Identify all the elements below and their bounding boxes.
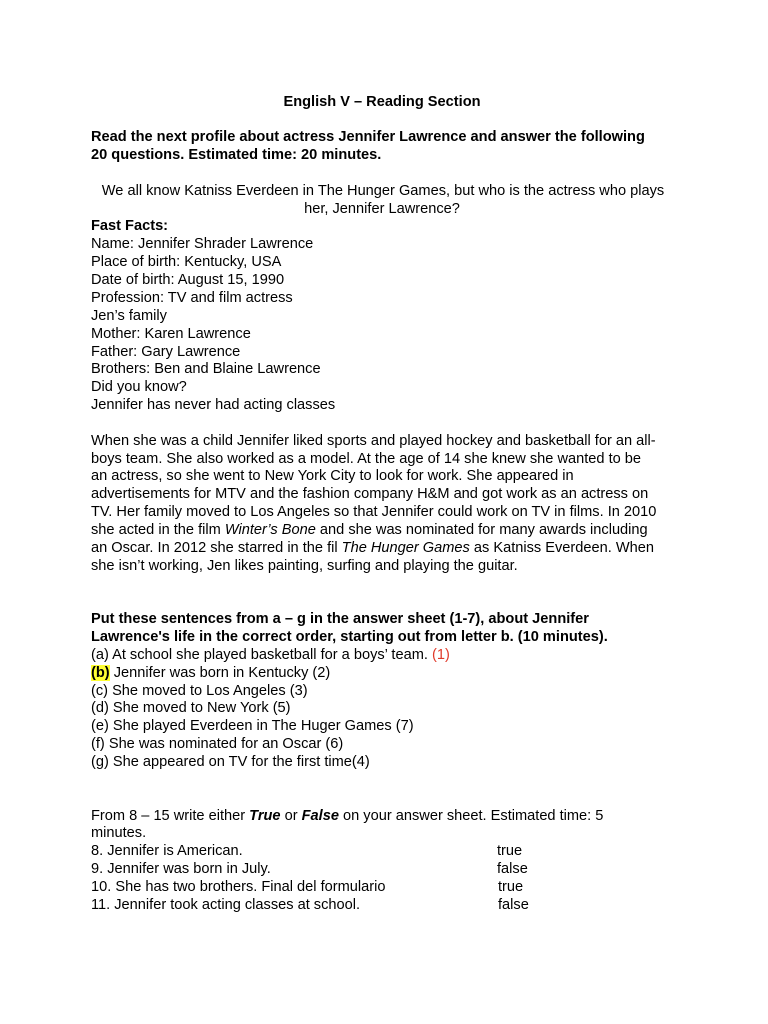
story-line: an actress, so she went to New York City to look for work. She appeared in (91, 468, 574, 484)
question-answer: true (497, 843, 523, 859)
ordering-item-b (91, 664, 330, 682)
story-text: as Katniss Everdeen. When (469, 540, 654, 556)
question-answer: false (498, 897, 529, 913)
story-text: and she was nominated for many awards including (315, 522, 648, 538)
false-word: False (301, 808, 339, 824)
film-title: Winter’s Bone (224, 522, 316, 538)
story-line (91, 521, 648, 539)
fact-item: Name: Jennifer Shrader Lawrence (91, 236, 314, 252)
story-line: she isn’t working, Jen likes painting, surfing and playing the guitar. (91, 558, 518, 574)
ordering-item-d: (d) She moved to New York (5) (91, 700, 291, 716)
story-line: boys team. She also worked as a model. At the age of 14 she knew she wanted to be (91, 451, 642, 467)
ordering-item-c: (c) She moved to Los Angeles (3) (91, 683, 308, 699)
ordering-text: Jennifer was born in Kentucky (2) (109, 665, 331, 681)
fact-item: Profession: TV and film actress (91, 290, 293, 306)
question-text: 8. Jennifer is American. (91, 843, 243, 859)
ordering-item-a (91, 646, 450, 664)
ordering-text: (a) At school she played basketball for a boys’ team. (91, 647, 432, 663)
story-line: When she was a child Jennifer liked sports and played hockey and basketball for an all- (91, 433, 656, 449)
fact-item: Jen’s family (91, 308, 167, 324)
film-title: The Hunger Games (341, 540, 470, 556)
question-answer: false (497, 861, 528, 877)
story-line (91, 539, 654, 557)
fact-item: Date of birth: August 15, 1990 (91, 272, 285, 288)
intro-line-1: We all know Katniss Everdeen in The Hunger Games, but who is the actress who plays (101, 183, 665, 199)
ordering-item-e: (e) She played Everdeen in The Huger Games (7) (91, 718, 414, 734)
question-text: 10. She has two brothers. Final del formulario (91, 879, 386, 895)
ordering-heading-1: Put these sentences from a – g in the answer sheet (1-7), about Jennifer (91, 611, 589, 627)
ordering-heading-2: Lawrence's life in the correct order, starting out from letter b. (10 minutes). (91, 629, 608, 645)
instructions-line-1: Read the next profile about actress Jennifer Lawrence and answer the following (91, 129, 645, 145)
story-line: TV. Her family moved to Los Angeles so that Jennifer could work on TV in films. In 2010 (91, 504, 657, 520)
ordering-item-f: (f) She was nominated for an Oscar (6) (91, 736, 344, 752)
fact-item: Mother: Karen Lawrence (91, 326, 251, 342)
fact-item: Brothers: Ben and Blaine Lawrence (91, 361, 321, 377)
highlighted-letter: (b) (91, 665, 110, 681)
true-word: True (249, 808, 281, 824)
true-false-intro-cont: minutes. (91, 825, 147, 841)
question-answer: true (498, 879, 524, 895)
story-line: advertisements for MTV and the fashion company H&M and got work as an actress on (91, 486, 649, 502)
instructions-line-2: 20 questions. Estimated time: 20 minutes. (91, 147, 382, 163)
question-text: 11. Jennifer took acting classes at school. (91, 897, 361, 913)
true-false-intro (91, 807, 603, 825)
intro-line-2: her, Jennifer Lawrence? (304, 201, 460, 217)
ordering-answer: (1) (431, 647, 450, 663)
intro-text: or (280, 808, 302, 824)
fact-item: Place of birth: Kentucky, USA (91, 254, 282, 270)
fast-facts-heading: Fast Facts: (91, 218, 169, 234)
story-text: an Oscar. In 2012 she starred in the fil (91, 540, 342, 556)
fact-item: Did you know? (91, 379, 187, 395)
intro-text: on your answer sheet. Estimated time: 5 (338, 808, 604, 824)
page-title: English V – Reading Section (283, 94, 481, 110)
question-text: 9. Jennifer was born in July. (91, 861, 271, 877)
fact-item: Father: Gary Lawrence (91, 344, 241, 360)
intro-text: From 8 – 15 write either (91, 808, 250, 824)
ordering-item-g: (g) She appeared on TV for the first time(4) (91, 754, 370, 770)
story-text: she acted in the film (91, 522, 225, 538)
fact-item: Jennifer has never had acting classes (91, 397, 336, 413)
